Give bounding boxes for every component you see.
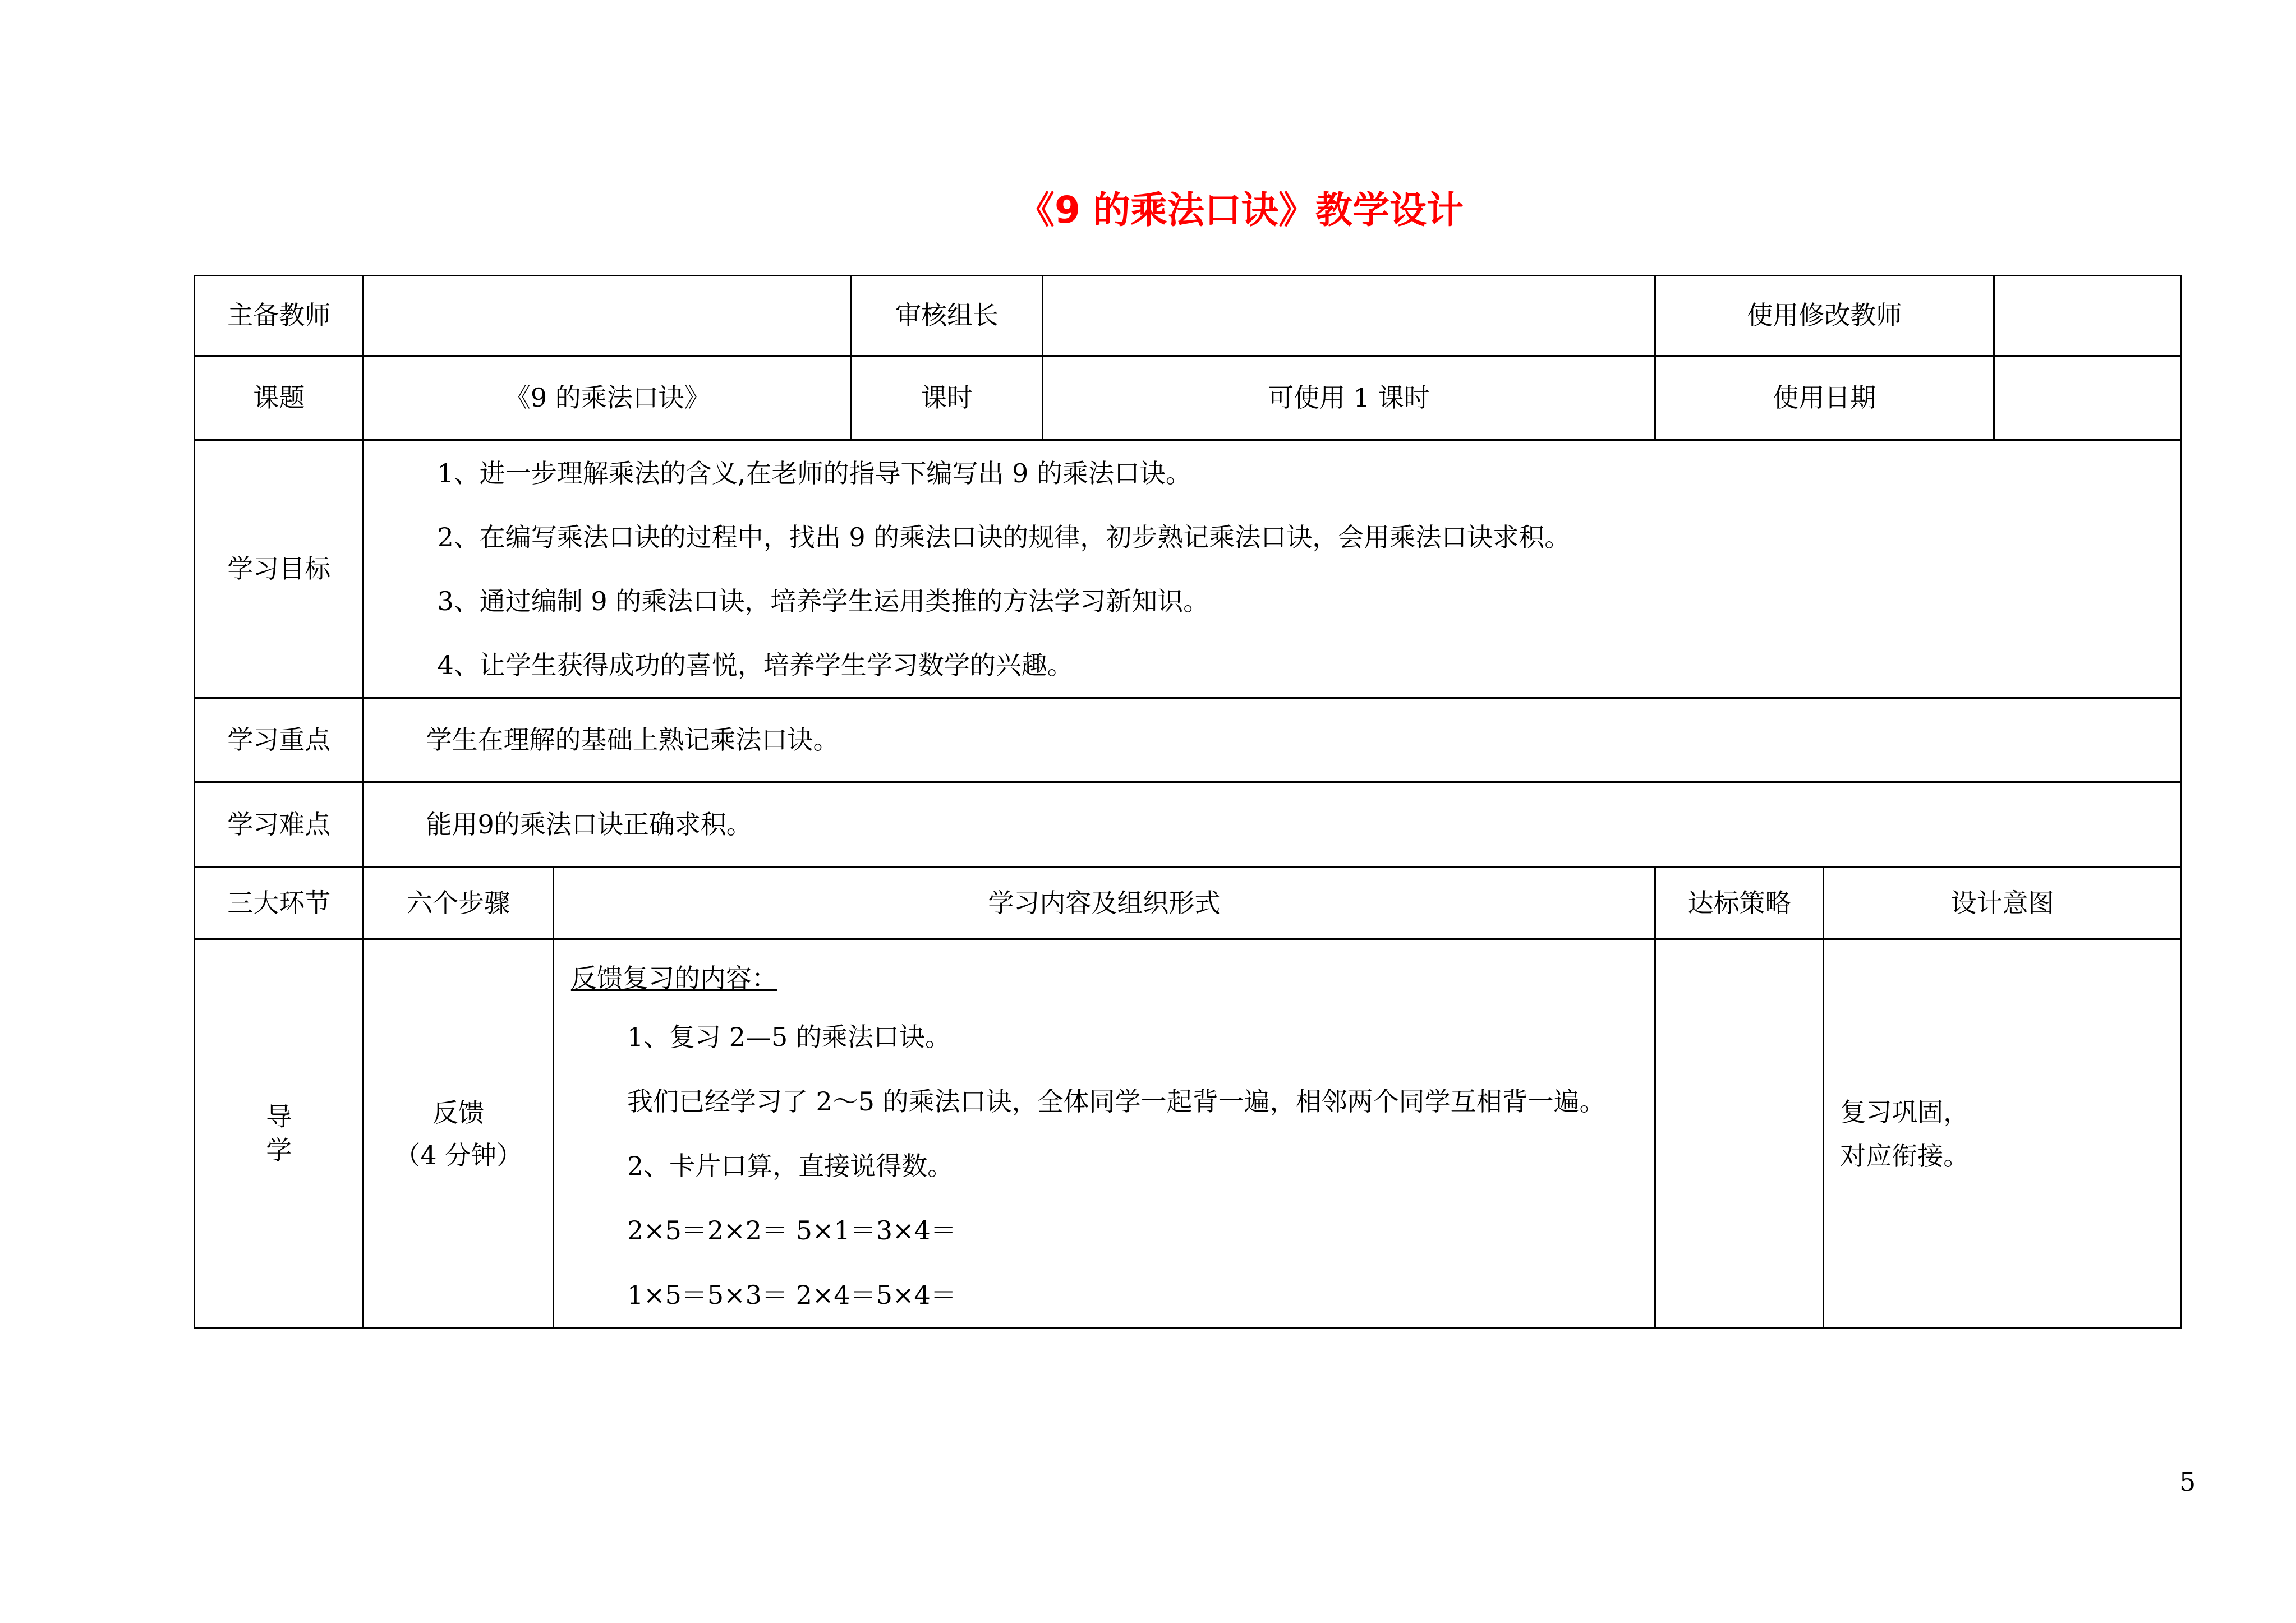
document-title <box>0 182 2296 238</box>
step-name: 反馈 <box>432 1097 485 1128</box>
objective-item: 3、通过编制 9 的乘法口诀，培养学生运用类推的方法学习新知识。 <box>437 585 1209 616</box>
difficulty-label: 学习难点 <box>195 782 364 868</box>
column-header-intent: 设计意图 <box>1824 868 2182 939</box>
content-cell <box>553 939 1655 1329</box>
date-value <box>1994 356 2181 440</box>
objectives-row <box>195 440 2182 698</box>
lead-teacher-value <box>364 276 852 356</box>
content-line: 1×5＝5×3＝ 2×4＝5×4＝ <box>627 1280 956 1310</box>
objective-item: 2、在编写乘法口诀的过程中，找出 9 的乘法口诀的规律，初步熟记乘法口诀，会用乘法口诀求积。 <box>437 522 1571 552</box>
objective-item: 4、让学生获得成功的喜悦，培养学生学习数学的兴趣。 <box>437 649 1073 680</box>
phase-char: 导 <box>266 1101 292 1132</box>
modifier-label: 使用修改教师 <box>1655 276 1994 356</box>
objectives-list <box>364 440 2182 698</box>
phase-char: 学 <box>266 1135 292 1165</box>
intent-line: 复习巩固， <box>1840 1096 1970 1127</box>
content-line: 1、复习 2—5 的乘法口诀。 <box>627 1022 951 1052</box>
column-header-content: 学习内容及组织形式 <box>553 868 1655 939</box>
content-line: 2、卡片口算，直接说得数。 <box>627 1151 954 1181</box>
key-point-label: 学习重点 <box>195 698 364 782</box>
phase-cell <box>195 939 364 1329</box>
column-header-row <box>195 868 2182 939</box>
objectives-label: 学习目标 <box>195 440 364 698</box>
intent-line: 对应衔接。 <box>1840 1140 1970 1171</box>
difficulty-text: 能用9的乘法口诀正确求积。 <box>364 782 2182 868</box>
period-label: 课时 <box>852 356 1043 440</box>
topic-value: 《9 的乘法口诀》 <box>364 356 852 440</box>
period-value: 可使用 1 课时 <box>1042 356 1655 440</box>
key-point-text: 学生在理解的基础上熟记乘法口诀。 <box>364 698 2182 782</box>
page-number: 5 <box>2179 1467 2196 1497</box>
objective-item: 1、进一步理解乘法的含义,在老师的指导下编写出 9 的乘法口诀。 <box>437 458 1191 488</box>
lead-teacher-label: 主备教师 <box>195 276 364 356</box>
header-row-1 <box>195 276 2182 356</box>
step-cell <box>364 939 553 1329</box>
column-header-phase: 三大环节 <box>195 868 364 939</box>
step-time: （4 分钟） <box>394 1140 523 1170</box>
content-line: 我们已经学习了 2～5 的乘法口诀，全体同学一起背一遍，相邻两个同学互相背一遍。 <box>627 1086 1605 1117</box>
key-point-row <box>195 698 2182 782</box>
column-header-strategy: 达标策略 <box>1655 868 1823 939</box>
header-row-2 <box>195 356 2182 440</box>
difficulty-row <box>195 782 2182 868</box>
content-heading: 反馈复习的内容： <box>570 963 777 993</box>
activity-row <box>195 939 2182 1329</box>
strategy-cell <box>1655 939 1823 1329</box>
date-label: 使用日期 <box>1655 356 1994 440</box>
modifier-value <box>1994 276 2181 356</box>
title-text: 《9 的乘法口诀》教学设计 <box>1018 188 1464 232</box>
topic-label: 课题 <box>195 356 364 440</box>
column-header-step: 六个步骤 <box>364 868 553 939</box>
content-line: 2×5＝2×2＝ 5×1＝3×4＝ <box>627 1215 956 1246</box>
reviewer-value <box>1042 276 1655 356</box>
reviewer-label: 审核组长 <box>852 276 1043 356</box>
lesson-plan-table <box>194 275 2182 1329</box>
intent-cell <box>1824 939 2182 1329</box>
